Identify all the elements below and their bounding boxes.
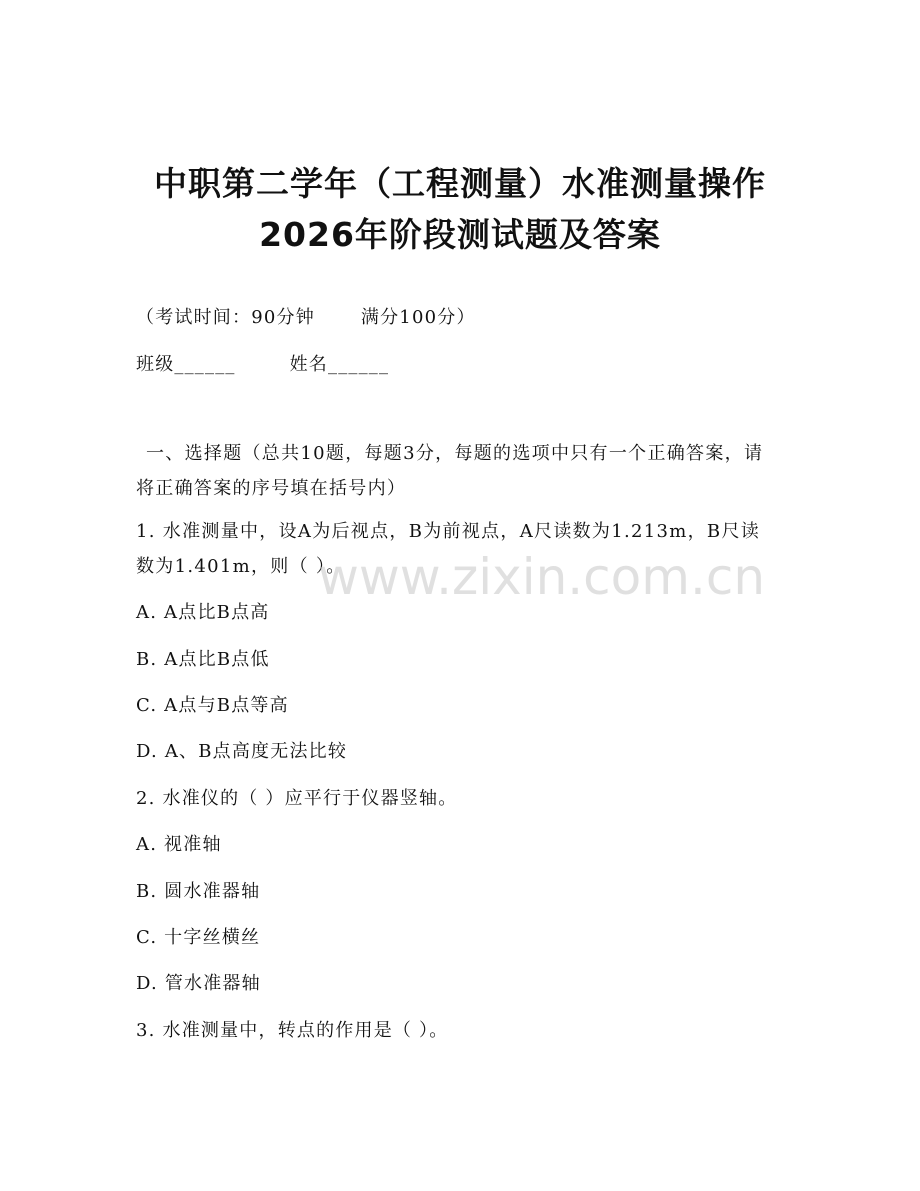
exam-info-line [136,303,476,329]
exam-score: 满分100分） [360,307,476,328]
name-field: 姓名______ [289,354,390,375]
student-info-line [136,350,389,376]
question-1-stem: 1. 水准测量中，设A为后视点，B为前视点，A尺读数为1.213m，B尺读数为1.401m，则（ ）。 [136,521,761,577]
question-1-option-c: C. A点与B点等高 [136,695,289,716]
question-2-option-b: B. 圆水准器轴 [136,881,261,902]
question-2-option-a: A. 视准轴 [136,834,222,855]
question-1-option-b: B. A点比B点低 [136,649,270,670]
exam-time: （考试时间：90分钟 [136,307,315,328]
question-2-option-c: C. 十字丝横丝 [136,927,261,948]
question-3-stem: 3. 水准测量中，转点的作用是（ ）。 [136,1020,449,1041]
section-1-heading: 一、选择题（总共10题，每题3分，每题的选项中只有一个正确答案，请将正确答案的序号填在括号内） [136,443,764,499]
question-1-option-a: A. A点比B点高 [136,602,270,623]
question-1-option-d: D. A、B点高度无法比较 [136,741,348,762]
document-title-line-1: 中职第二学年（工程测量）水准测量操作 [154,164,766,203]
document-title-line-2: 2026年阶段测试题及答案 [259,215,661,254]
question-2-option-d: D. 管水准器轴 [136,973,261,994]
class-field: 班级______ [136,354,236,375]
question-2-stem: 2. 水准仪的（ ）应平行于仪器竖轴。 [136,788,458,809]
site-watermark: www.zixin.com.cn [318,548,766,606]
